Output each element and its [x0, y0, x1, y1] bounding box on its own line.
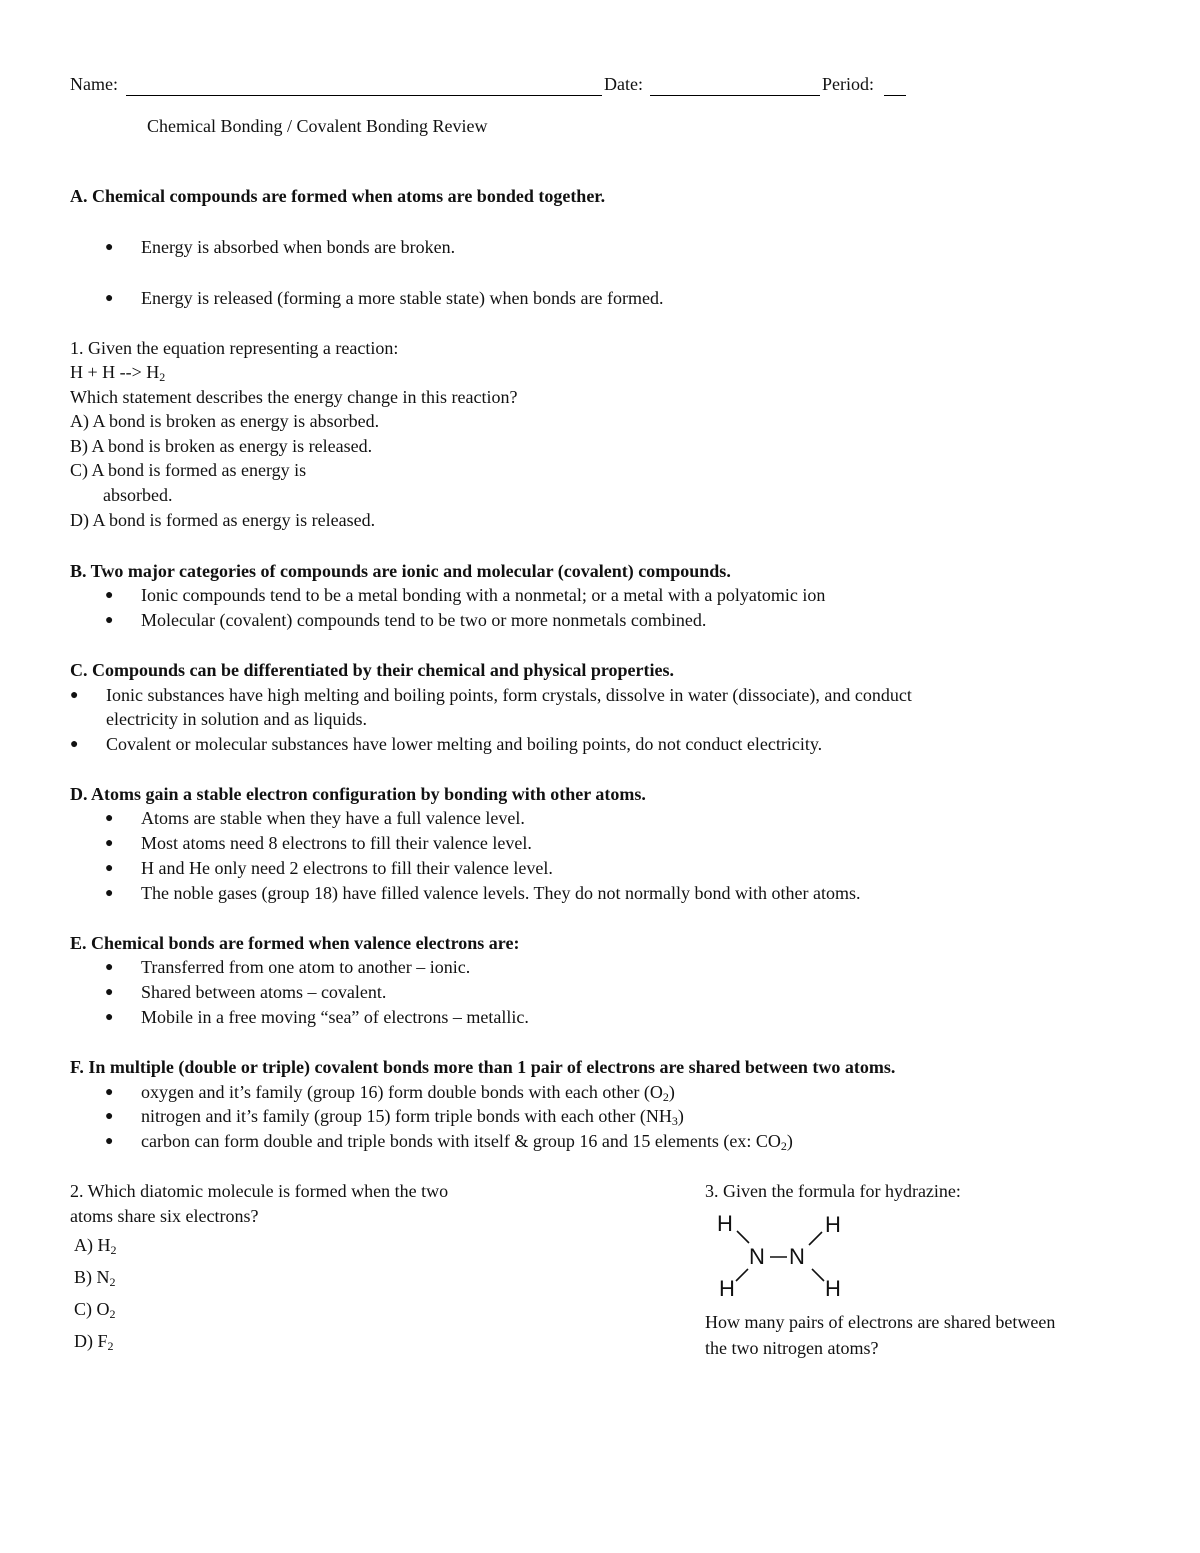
list-item: Shared between atoms – covalent. — [141, 982, 387, 1002]
section-b-heading: B. Two major categories of compounds are ionic and molecular (covalent) compounds. — [70, 561, 731, 581]
name-blank-line — [126, 95, 602, 96]
answer-option: B) A bond is broken as energy is released. — [70, 436, 373, 456]
bullet-icon: ● — [105, 886, 114, 901]
list-item: Most atoms need 8 electrons to fill their valence level. — [141, 833, 532, 853]
list-item: oxygen and it’s family (group 16) form double bonds with each other $(O_2)$ — [141, 1082, 675, 1104]
bullet-icon: ● — [105, 1085, 114, 1100]
bullet-icon: ● — [70, 688, 79, 703]
bullet-icon: ● — [105, 613, 114, 628]
hydrogen-atom-label: H — [717, 1211, 733, 1236]
question-2-stem: 2. Which diatomic molecule is formed when the two — [70, 1181, 449, 1201]
answer-option: D) A bond is formed as energy is released. — [70, 510, 376, 530]
list-item: Covalent or molecular substances have lower melting and boiling points, do not conduct electricity. — [106, 734, 823, 754]
list-item: Atoms are stable when they have a full valence level. — [141, 808, 525, 828]
answer-option: D) $F_2$ — [74, 1331, 114, 1353]
bullet-icon: ● — [105, 291, 114, 306]
n-h-bond — [809, 1232, 822, 1245]
n-h-bond — [737, 1231, 749, 1243]
question-1-equation: H + H --> $H_2$ — [70, 362, 166, 384]
hydrazine-structure-diagram — [705, 1205, 865, 1305]
date-blank-line — [650, 95, 820, 96]
n-h-bond — [736, 1269, 748, 1281]
answer-option: B) $N_2$ — [74, 1267, 116, 1289]
section-c-heading: C. Compounds can be differentiated by their chemical and physical properties. — [70, 660, 675, 680]
bullet-icon: ● — [105, 1134, 114, 1149]
period-blank-line — [884, 95, 906, 96]
hydrogen-atom-label: H — [719, 1276, 735, 1301]
bullet-icon: ● — [105, 1109, 114, 1124]
section-f-heading: F. In multiple (double or triple) covalent bonds more than 1 pair of electrons are shared between two atoms. — [70, 1057, 896, 1077]
bullet-icon: ● — [105, 811, 114, 826]
bullet-icon: ● — [105, 960, 114, 975]
answer-option: A) $H_2$ — [74, 1235, 117, 1257]
list-item: Mobile in a free moving “sea” of electrons – metallic. — [141, 1007, 529, 1027]
list-item: nitrogen and it’s family (group 15) form triple bonds with each other $(NH_3)$ — [141, 1106, 684, 1128]
list-item: Energy is released (forming a more stable state) when bonds are formed. — [141, 288, 664, 308]
list-item: Ionic substances have high melting and boiling points, form crystals, dissolve in water (dissociate), and conduct — [106, 685, 912, 705]
name-label: Name: — [70, 74, 118, 94]
hydrogen-atom-label: H — [825, 1212, 841, 1237]
question-2-stem-continuation: atoms share six electrons? — [70, 1206, 259, 1226]
hydrogen-atom-label: H — [825, 1276, 841, 1301]
answer-option: C) $O_2$ — [74, 1299, 116, 1321]
section-a-heading: A. Chemical compounds are formed when atoms are bonded together. — [70, 186, 606, 206]
question-3-prompt: How many pairs of electrons are shared between — [705, 1312, 1056, 1332]
bullet-icon: ● — [105, 985, 114, 1000]
nitrogen-atom-label: N — [749, 1244, 765, 1269]
list-item: carbon can form double and triple bonds with itself & group 16 and 15 elements (ex: $CO_2$) — [141, 1131, 793, 1153]
date-label: Date: — [604, 74, 643, 94]
bullet-icon: ● — [105, 1010, 114, 1025]
bullet-icon: ● — [105, 861, 114, 876]
bullet-icon: ● — [105, 240, 114, 255]
list-item: Molecular (covalent) compounds tend to be two or more nonmetals combined. — [141, 610, 707, 630]
question-3-stem: 3. Given the formula for hydrazine: — [705, 1181, 961, 1201]
bullet-icon: ● — [105, 836, 114, 851]
nitrogen-atom-label: N — [789, 1244, 805, 1269]
list-item-continuation: electricity in solution and as liquids. — [106, 709, 367, 729]
list-item: The noble gases (group 18) have filled valence levels. They do not normally bond with other atoms. — [141, 883, 861, 903]
question-3-prompt-continuation: the two nitrogen atoms? — [705, 1338, 879, 1358]
bullet-icon: ● — [105, 588, 114, 603]
bullet-icon: ● — [70, 737, 79, 752]
question-1-stem: 1. Given the equation representing a reaction: — [70, 338, 399, 358]
period-label: Period: — [822, 74, 874, 94]
list-item: Transferred from one atom to another – ionic. — [141, 957, 471, 977]
question-1-prompt: Which statement describes the energy change in this reaction? — [70, 387, 518, 407]
list-item: Energy is absorbed when bonds are broken. — [141, 237, 456, 257]
section-d-heading: D. Atoms gain a stable electron configuration by bonding with other atoms. — [70, 784, 646, 804]
list-item: Ionic compounds tend to be a metal bonding with a nonmetal; or a metal with a polyatomic ion — [141, 585, 826, 605]
answer-option: A) A bond is broken as energy is absorbed. — [70, 411, 380, 431]
list-item: H and He only need 2 electrons to fill their valence level. — [141, 858, 553, 878]
page-title: Chemical Bonding / Covalent Bonding Review — [147, 116, 488, 136]
n-h-bond — [812, 1269, 824, 1281]
answer-option-continuation: absorbed. — [103, 485, 173, 505]
answer-option: C) A bond is formed as energy is — [70, 460, 307, 480]
section-e-heading: E. Chemical bonds are formed when valence electrons are: — [70, 933, 520, 953]
